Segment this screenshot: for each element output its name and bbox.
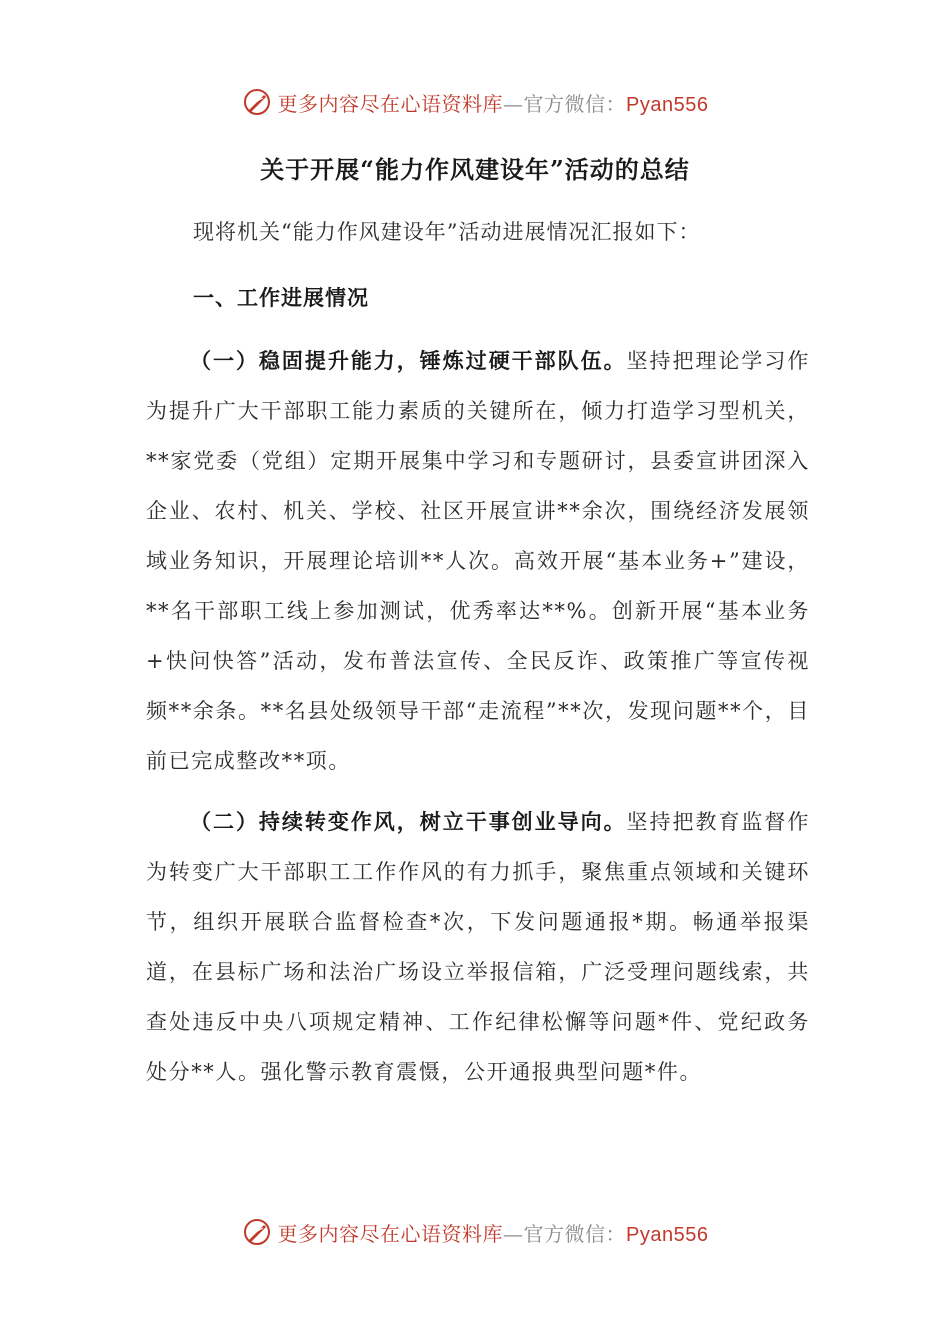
page-title: 关于开展“能力作风建设年”活动的总结: [260, 155, 690, 184]
banner-text: 更多内容尽在心语资料库—官方微信：Pyan556: [277, 91, 709, 116]
paragraph-2-body: 坚持把教育监督作为转变广大干部职工工作作风的有力抓手，聚焦重点领域和关键环节，组织开展联合监督检查*次，下发问题通报*期。畅通举报渠道，在县标广场和法治广场设立举报信箱，广泛受理问题线索，共查处违反中央八项规定精神、工作纪律松懈等问题*件、党纪政务处分**人。强化警示教育震慑，公开通报典型问题*件。: [146, 810, 810, 1084]
paragraph-1: [146, 336, 810, 786]
paragraph-1-body: 坚持把理论学习作为提升广大干部职工能力素质的关键所在，倾力打造学习型机关，**家党委（党组）定期开展集中学习和专题研讨，县委宣讲团深入企业、农村、机关、学校、社区开展宣讲**余次，围绕经济发展领域业务知识，开展理论培训**人次。高效开展“基本业务+”建设，**名干部职工线上参加测试，优秀率达**%。创新开展“基本业务+快问快答”活动，发布普法宣传、全民反诈、政策推广等宣传视频**余条。**名县处级领导干部“走流程”**次，发现问题**个，目前已完成整改**项。: [146, 349, 810, 773]
footer-banner: [0, 1212, 950, 1252]
quill-logo-icon: [242, 87, 272, 117]
paragraph-2-lead: （二）持续转变作风，树立干事创业导向。: [190, 809, 627, 834]
intro-text: 现将机关“能力作风建设年”活动进展情况汇报如下：: [193, 220, 701, 244]
section-heading: 一、工作进展情况: [193, 285, 369, 310]
paragraph-2: [146, 797, 810, 1097]
paragraph-1-lead: （一）稳固提升能力，锤炼过硬干部队伍。: [190, 348, 627, 373]
quill-logo-icon: [242, 1217, 272, 1247]
header-banner: [0, 82, 950, 122]
banner-text: 更多内容尽在心语资料库—官方微信：Pyan556: [277, 1221, 709, 1246]
